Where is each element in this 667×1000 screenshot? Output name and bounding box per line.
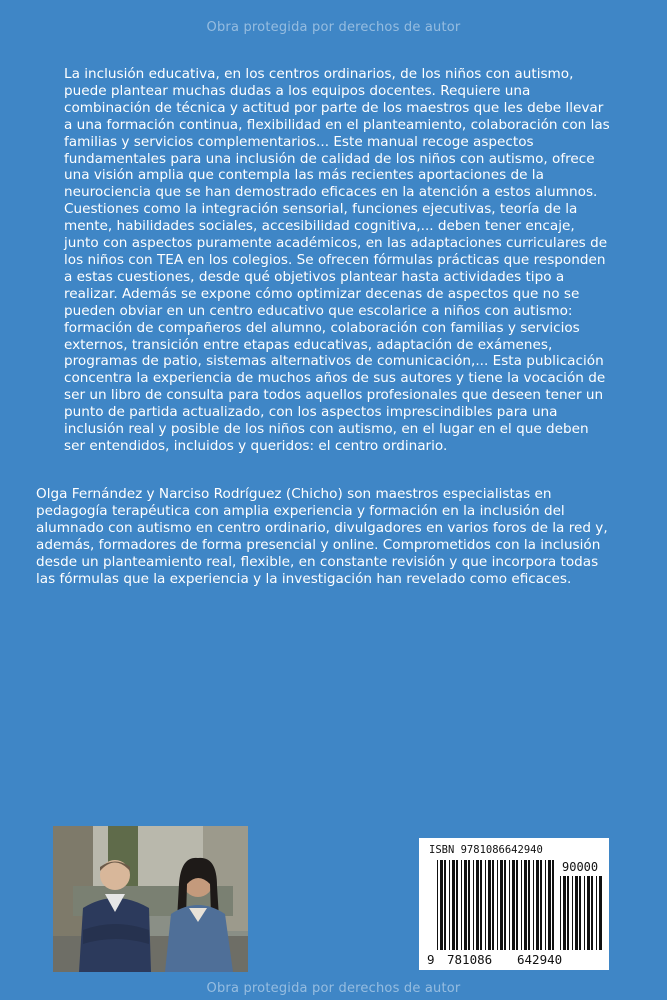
ean-bar-18: [509, 860, 510, 950]
ean-bar-9: [473, 860, 474, 950]
barcode-digit-first: 9: [427, 952, 435, 967]
ean-bar-26: [540, 860, 542, 950]
addon-bar-4: [575, 876, 578, 950]
isbn-barcode: [419, 838, 609, 970]
ean-bar-6: [461, 860, 462, 950]
ean-bar-20: [516, 860, 518, 950]
addon-bar-1: [563, 876, 566, 950]
ean-bar-17: [504, 860, 506, 950]
addon-bar-9: [596, 876, 597, 950]
ean-bar-29: [552, 860, 554, 950]
ean-bar-10: [476, 860, 479, 950]
ean-bar-25: [536, 860, 539, 950]
ean-bar-21: [521, 860, 522, 950]
ean-bar-7: [464, 860, 467, 950]
ean-bar-24: [533, 860, 534, 950]
ean-bar-13: [488, 860, 491, 950]
addon-bar-5: [579, 876, 581, 950]
price-code: 90000: [562, 860, 599, 874]
ean-bar-0: [437, 860, 438, 950]
addon-bar-6: [584, 876, 585, 950]
ean-bar-16: [500, 860, 503, 950]
ean-bar-27: [545, 860, 546, 950]
ean-bar-3: [449, 860, 450, 950]
ean-bar-4: [452, 860, 455, 950]
ean-bar-15: [497, 860, 498, 950]
ean-bar-23: [528, 860, 530, 950]
barcode-digits-right: 642940: [517, 952, 563, 967]
addon-bar-10: [599, 876, 602, 950]
author-bio: Olga Fernández y Narciso Rodríguez (Chicho) son maestros especialistas en pedagogía terapéutica con amplia experiencia y formación en la inclusión del alumnado con autismo en centro ordinario, divulgadores en varios foros de la red y, además, formadores de forma presencial y online. Comprometidos con la inclusión desde un planteamiento real, flexible, en constante revisión y que incorpora todas las fórmulas que la experiencia y la investigación han revelado como eficaces.: [36, 486, 608, 587]
barcode-bars: [419, 838, 609, 970]
ean-bar-2: [444, 860, 446, 950]
addon-bar-7: [587, 876, 590, 950]
ean-bar-1: [440, 860, 443, 950]
book-description: La inclusión educativa, en los centros ordinarios, de los niños con autismo, puede plantear muchas dudas a los equipos docentes. Requiere una combinación de técnica y actitud por parte de los maestros que les debe llevar a una formación continua, flexibilidad en el planteamiento, colaboración con las familias y servicios complementarios... Este manual recoge aspectos fundamentales para una inclusión de calidad de los niños con autismo, ofrece una visión amplia que contempla las más recientes aportaciones de la neurociencia que se han demostrado eficaces en la atención a estos alumnos. Cuestiones como la integración sensorial, funciones ejecutivas, teoría de la mente, habilidades sociales, accesibilidad cognitiva,... deben tener encaje, junto con aspectos puramente académicos, en las adaptaciones curriculares de los niños con TEA en los colegios. Se ofrecen fórmulas prácticas que responden a estas cuestiones, desde qué objetivos plantear hasta actividades tipo a realizar. Además se expone cómo optimizar decenas de aspectos que no se pueden obviar en un centro educativo que escolarice a niños con autismo: formación de compañeros del alumno, colaboración con familias y servicios externos, transición entre etapas educativas, adaptación de exámenes, programas de patio, sistemas alternativos de comunicación,... Esta publicación concentra la experiencia de muchos años de sus autores y tiene la vocación de ser un libro de consulta para todos aquellos profesionales que deseen tener un punto de partida actualizado, con los aspectos imprescindibles para una inclusión real y posible de los niños con autismo, en el lugar en el que deben ser entendidos, incluidos y queridos: el centro ordinario.: [64, 66, 610, 454]
ean-bar-28: [548, 860, 551, 950]
addon-bar-3: [572, 876, 573, 950]
addon-bar-8: [591, 876, 593, 950]
ean-bar-19: [512, 860, 515, 950]
ean-bar-5: [456, 860, 458, 950]
ean-bar-8: [468, 860, 470, 950]
barcode-digits-left: 781086: [447, 952, 493, 967]
ean-bar-14: [492, 860, 494, 950]
ean-bar-11: [480, 860, 482, 950]
isbn-label: ISBN 9781086642940: [429, 844, 543, 856]
watermark-top: Obra protegida por derechos de autor: [206, 20, 461, 35]
watermark-bottom: Obra protegida por derechos de autor: [206, 981, 461, 996]
ean-bar-12: [485, 860, 486, 950]
authors-photo: [53, 826, 248, 972]
addon-bar-2: [567, 876, 569, 950]
addon-bar-0: [560, 876, 561, 950]
ean-bar-22: [524, 860, 527, 950]
